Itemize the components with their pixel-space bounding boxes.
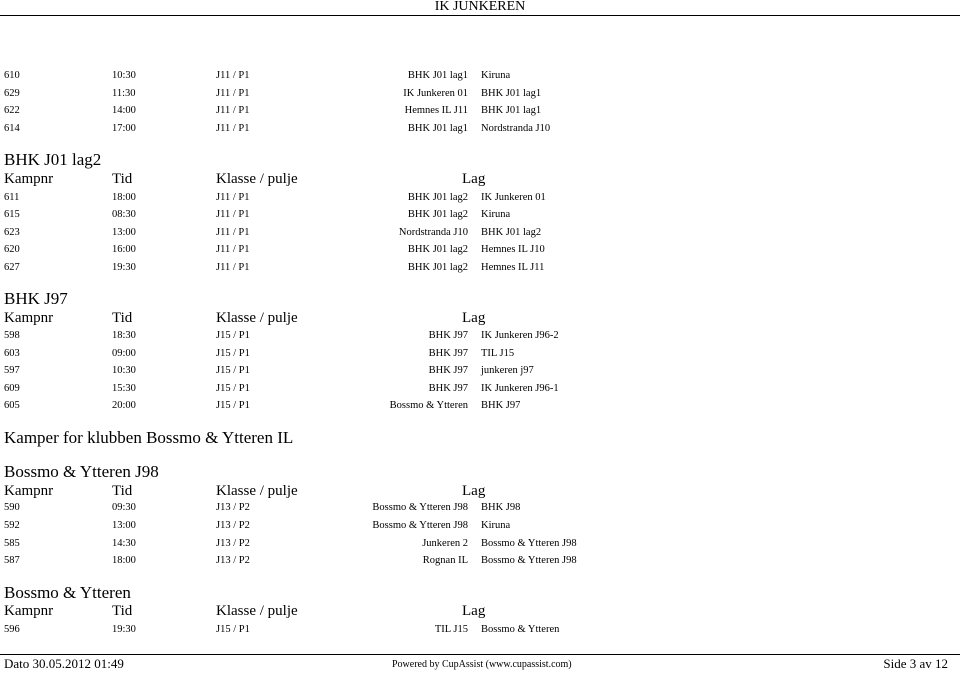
away-team-cell: Nordstranda J10 [481, 123, 551, 134]
away-team-cell: Bossmo & Ytteren [481, 624, 560, 635]
kampnr-cell: 622 [4, 105, 20, 116]
tid-cell: 11:30 [112, 88, 136, 99]
away-team-cell: Bossmo & Ytteren J98 [481, 538, 577, 549]
team-section-title [0, 583, 960, 603]
kampnr-cell: 627 [4, 262, 20, 273]
kampnr-cell: 585 [4, 538, 20, 549]
klasse-header: Klasse / pulje [216, 310, 298, 326]
home-team-cell: BHK J01 lag1 [407, 123, 468, 134]
klasse-cell: J11 / P1 [216, 70, 250, 81]
team-section-title [0, 150, 960, 170]
tid-cell: 18:00 [112, 555, 136, 566]
lag-header: Lag [462, 171, 486, 187]
klasse-cell: J11 / P1 [216, 244, 250, 255]
lag-header: Lag [462, 483, 486, 499]
away-team-cell: Kiruna [481, 70, 511, 81]
team-section-title [0, 462, 960, 482]
kampnr-cell: 614 [4, 123, 20, 134]
tid-cell: 15:30 [112, 383, 136, 394]
away-team-cell: Bossmo & Ytteren J98 [481, 555, 577, 566]
kampnr-cell: 596 [4, 624, 20, 635]
match-row [0, 501, 960, 515]
away-team-cell: Hemnes IL J10 [481, 244, 545, 255]
home-team-cell: Junkeren 2 [422, 538, 468, 549]
team-name: BHK J97 [4, 289, 68, 308]
club-name: Kamper for klubben Bossmo & Ytteren IL [4, 428, 294, 447]
away-team-cell: BHK J01 lag2 [481, 227, 542, 238]
kampnr-header: Kampnr [4, 483, 54, 499]
match-row [0, 243, 960, 257]
tid-cell: 10:30 [112, 365, 136, 376]
tid-cell: 09:00 [112, 348, 136, 359]
powered-by-text: Powered by CupAssist (www.cupassist.com) [392, 659, 572, 670]
home-team-cell: BHK J01 lag1 [407, 70, 468, 81]
away-team-cell: Kiruna [481, 520, 511, 531]
away-team-cell: IK Junkeren J96-2 [481, 330, 559, 341]
tid-cell: 17:00 [112, 123, 136, 134]
kampnr-cell: 623 [4, 227, 20, 238]
kampnr-cell: 615 [4, 209, 20, 220]
match-row [0, 208, 960, 222]
team-name: Bossmo & Ytteren [4, 583, 131, 602]
home-team-cell: BHK J01 lag2 [407, 192, 468, 203]
away-team-cell: Hemnes IL J11 [481, 262, 545, 273]
away-team-cell: BHK J98 [481, 502, 521, 513]
lag-header: Lag [462, 603, 486, 619]
klasse-cell: J11 / P1 [216, 209, 250, 220]
home-team-cell: TIL J15 [434, 624, 468, 635]
klasse-cell: J11 / P1 [216, 88, 250, 99]
klasse-header: Klasse / pulje [216, 603, 298, 619]
home-team-cell: Nordstranda J10 [398, 227, 468, 238]
klasse-cell: J11 / P1 [216, 192, 250, 203]
match-row [0, 87, 960, 101]
home-team-cell: Rognan IL [422, 555, 468, 566]
klasse-cell: J13 / P2 [216, 502, 250, 513]
page-number: Side 3 av 12 [883, 656, 948, 671]
kampnr-cell: 603 [4, 348, 20, 359]
away-team-cell: TIL J15 [481, 348, 515, 359]
match-row [0, 623, 960, 637]
match-row [0, 329, 960, 343]
tid-cell: 13:00 [112, 520, 136, 531]
match-row [0, 399, 960, 413]
home-team-cell: BHK J01 lag2 [407, 244, 468, 255]
home-team-cell: Bossmo & Ytteren J98 [372, 502, 468, 513]
match-row [0, 261, 960, 275]
tid-cell: 19:30 [112, 262, 136, 273]
kampnr-cell: 592 [4, 520, 20, 531]
tid-cell: 18:00 [112, 192, 136, 203]
klasse-cell: J11 / P1 [216, 123, 250, 134]
klasse-cell: J11 / P1 [216, 262, 250, 273]
klasse-cell: J15 / P1 [216, 400, 250, 411]
home-team-cell: Hemnes IL J11 [404, 105, 468, 116]
kampnr-cell: 609 [4, 383, 20, 394]
home-team-cell: BHK J97 [428, 348, 468, 359]
print-date: Dato 30.05.2012 01:49 [4, 656, 124, 671]
klasse-cell: J13 / P2 [216, 538, 250, 549]
team-name: BHK J01 lag2 [4, 150, 102, 169]
away-team-cell: BHK J01 lag1 [481, 88, 542, 99]
tid-cell: 19:30 [112, 624, 136, 635]
tid-cell: 10:30 [112, 70, 136, 81]
match-row [0, 69, 960, 83]
klasse-cell: J15 / P1 [216, 330, 250, 341]
klasse-cell: J15 / P1 [216, 383, 250, 394]
kampnr-cell: 620 [4, 244, 20, 255]
match-row [0, 364, 960, 378]
kampnr-cell: 587 [4, 555, 20, 566]
away-team-cell: IK Junkeren J96-1 [481, 383, 559, 394]
klasse-header: Klasse / pulje [216, 171, 298, 187]
home-team-cell: BHK J97 [428, 383, 468, 394]
home-team-cell: BHK J97 [428, 330, 468, 341]
tid-header: Tid [112, 483, 133, 499]
page-footer [0, 654, 960, 673]
tid-header: Tid [112, 310, 133, 326]
kampnr-cell: 611 [4, 192, 20, 203]
team-name: Bossmo & Ytteren J98 [4, 462, 159, 481]
tid-cell: 14:00 [112, 105, 136, 116]
match-row [0, 519, 960, 533]
home-team-cell: BHK J01 lag2 [407, 209, 468, 220]
match-row [0, 537, 960, 551]
kampnr-cell: 629 [4, 88, 20, 99]
kampnr-header: Kampnr [4, 310, 54, 326]
away-team-cell: IK Junkeren 01 [481, 192, 546, 203]
match-row [0, 226, 960, 240]
column-header-row [0, 602, 960, 620]
tid-cell: 13:00 [112, 227, 136, 238]
kampnr-cell: 605 [4, 400, 20, 411]
team-section-title [0, 289, 960, 309]
tid-cell: 09:30 [112, 502, 136, 513]
klasse-header: Klasse / pulje [216, 483, 298, 499]
tid-cell: 14:30 [112, 538, 136, 549]
tid-header: Tid [112, 171, 133, 187]
away-team-cell: Kiruna [481, 209, 511, 220]
lag-header: Lag [462, 310, 486, 326]
klasse-cell: J15 / P1 [216, 348, 250, 359]
club-heading [0, 428, 960, 448]
klasse-cell: J11 / P1 [216, 105, 250, 116]
column-header-row [0, 482, 960, 500]
tid-cell: 16:00 [112, 244, 136, 255]
match-row [0, 382, 960, 396]
kampnr-cell: 597 [4, 365, 20, 376]
tid-cell: 08:30 [112, 209, 136, 220]
match-row [0, 104, 960, 118]
klasse-cell: J11 / P1 [216, 227, 250, 238]
tid-header: Tid [112, 603, 133, 619]
column-header-row [0, 170, 960, 188]
klasse-cell: J13 / P2 [216, 520, 250, 531]
home-team-cell: BHK J01 lag2 [407, 262, 468, 273]
match-row [0, 122, 960, 136]
klasse-cell: J15 / P1 [216, 624, 250, 635]
column-header-row [0, 309, 960, 327]
away-team-cell: BHK J97 [481, 400, 521, 411]
match-row [0, 554, 960, 568]
home-team-cell: Bossmo & Ytteren [389, 400, 468, 411]
page-header [0, 0, 960, 16]
tid-cell: 18:30 [112, 330, 136, 341]
klasse-cell: J13 / P2 [216, 555, 250, 566]
kampnr-cell: 598 [4, 330, 20, 341]
away-team-cell: junkeren j97 [481, 365, 534, 376]
kampnr-header: Kampnr [4, 603, 54, 619]
page-title: IK JUNKEREN [434, 0, 526, 14]
kampnr-header: Kampnr [4, 171, 54, 187]
match-row [0, 347, 960, 361]
klasse-cell: J15 / P1 [216, 365, 250, 376]
home-team-cell: Bossmo & Ytteren J98 [372, 520, 468, 531]
kampnr-cell: 590 [4, 502, 20, 513]
kampnr-cell: 610 [4, 70, 20, 81]
home-team-cell: BHK J97 [428, 365, 468, 376]
away-team-cell: BHK J01 lag1 [481, 105, 542, 116]
home-team-cell: IK Junkeren 01 [403, 88, 468, 99]
tid-cell: 20:00 [112, 400, 136, 411]
match-row [0, 191, 960, 205]
